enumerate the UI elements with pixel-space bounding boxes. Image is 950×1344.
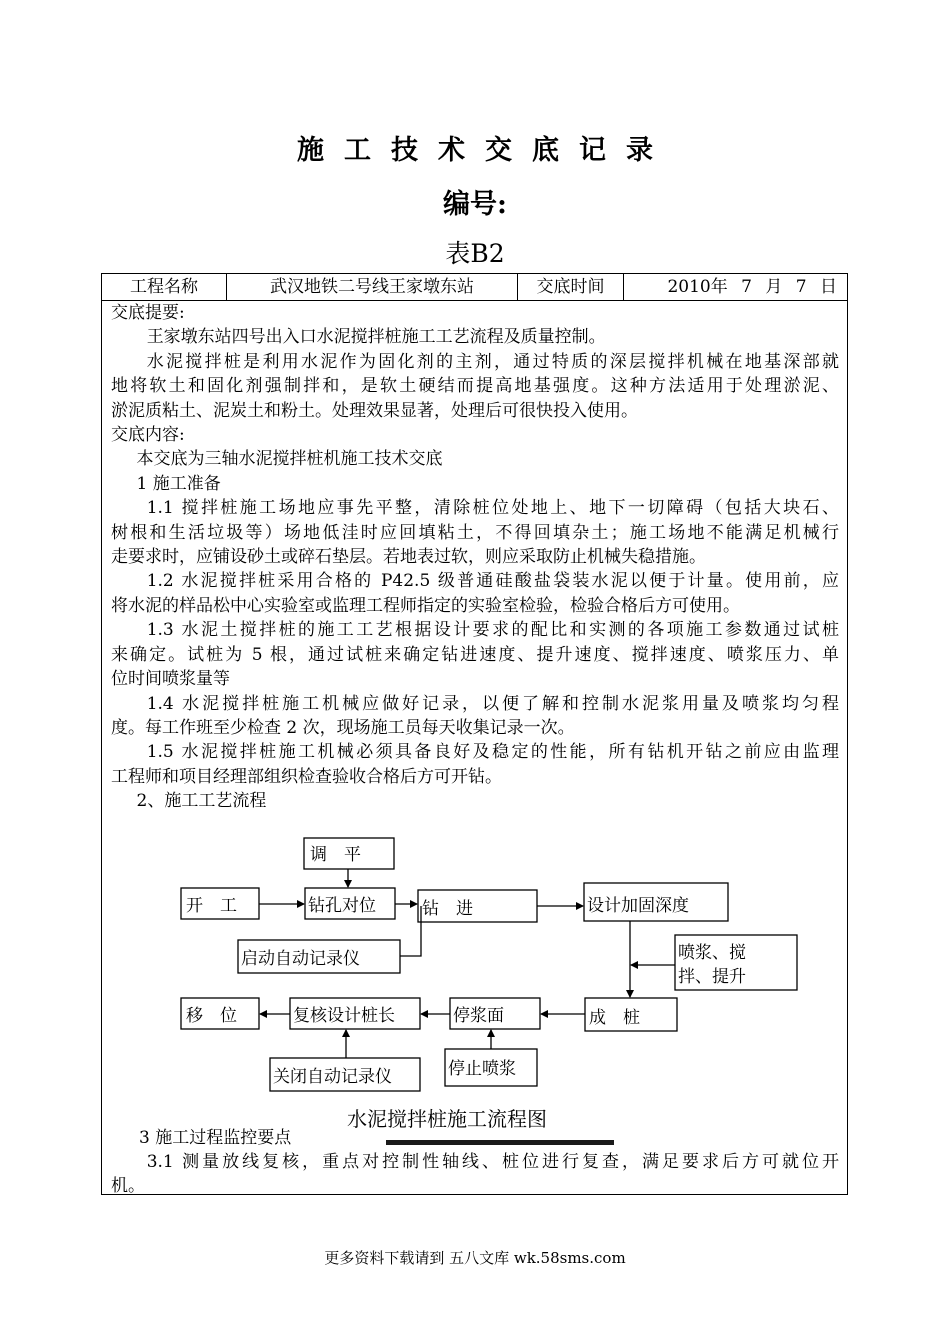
section-1-1-line-3: 走要求时，应铺设砂土或碎石垫层。若地表过软，则应采取防止机械失稳措施。 [111,547,706,568]
footer-text: 更多资料下载请到 五八文库 wk.58sms.com [324,1249,626,1267]
section-1-2-line-2: 将水泥的样品松中心实验室或监理工程师指定的实验室检验，检验合格后方可使用。 [111,595,740,616]
section-3-title: 3 施工过程监控要点 [139,1128,292,1148]
leveling-label: 调 平 [310,845,361,865]
depth-label: 设计加固深度 [587,896,689,916]
section-1-1-line-2: 树根和生活垃圾等）场地低洼时应回填粘土，不得回填杂土；施工场地不能满足机械行 [111,522,839,543]
stop-spray-label: 停止喷浆 [448,1059,516,1079]
document-title: 施工技术交底记录 [297,135,673,166]
summary-paragraph-1: 王家墩东站四号出入口水泥搅拌桩施工工艺流程及质量控制。 [146,327,606,348]
briefing-time-label: 交底时间 [518,274,624,300]
section-1-4-line-2: 度。每工作班至少检查 2 次，现场施工员每天收集记录一次。 [111,717,575,738]
section-1-5-line-2: 工程师和项目经理部组织检查验收合格后方可开钻。 [111,766,502,787]
summary-paragraph-2-line-1: 水泥搅拌桩是利用水泥作为固化剂的主剂，通过特质的深层搅拌机械在地基深部就 [146,351,839,372]
form-code: 表B2 [445,239,505,268]
recorder-off-label: 关闭自动记录仪 [273,1067,392,1087]
section-1-5-line-1: 1.5 水泥搅拌桩施工机械必须具备良好及稳定的性能，所有钻机开钻之前应由监理 [146,742,839,763]
recorder-on-label: 启动自动记录仪 [241,949,360,969]
section-1-1-line-1: 1.1 搅拌桩施工场地应事先平整，清除桩位处地上、地下一切障碍（包括大块石、 [146,498,839,519]
move-label: 移 位 [186,1006,237,1026]
summary-label: 交底提要: [111,303,185,323]
section-3-1 [111,1150,839,1199]
spray-label-line-1: 喷浆、搅 [678,943,746,963]
document-number-label: 编号: [443,189,507,220]
section-1-2-line-1: 1.2 水泥搅拌桩采用合格的 P42.5 级普通硅酸盐袋装水泥以便于计量。使用前，应 [146,571,839,592]
section-1-3-line-2: 来确定。试桩为 5 根，通过试桩来确定钻进速度、提升速度、搅拌速度、喷浆压力、单 [111,644,839,665]
section-3-1-line-1: 3.1 测量放线复核，重点对控制性轴线、桩位进行复查，满足要求后方可就位开 [146,1152,839,1172]
align-label: 钻孔对位 [308,896,376,916]
start-label: 开 工 [186,896,237,916]
briefing-time-value: 2010年 7 月 7 日 [667,277,837,297]
flowchart-title: 水泥搅拌桩施工流程图 [347,1107,547,1131]
recheck-label: 复核设计桩长 [293,1006,395,1026]
drill-label: 钻 进 [422,899,473,919]
section-3-1-line-2: 机。 [111,1176,145,1197]
flowchart-title-rule [386,1140,614,1145]
summary-paragraph-2-line-2: 地将软土和固化剂强制拌和，是软土硬结而提高地基强度。这种方法适用于处理淤泥、 [111,376,839,397]
pile-label: 成 桩 [589,1008,640,1028]
content-intro: 本交底为三轴水泥搅拌桩机施工技术交底 [136,449,443,470]
content-label: 交底内容: [111,425,185,446]
project-name-label: 工程名称 [102,274,227,300]
section-2-title: 2、施工工艺流程 [136,791,267,812]
project-name-value: 武汉地铁二号线王家墩东站 [227,274,518,300]
section-1-3-line-3: 位时间喷浆量等 [111,669,230,690]
section-1-3-line-1: 1.3 水泥土搅拌桩的施工工艺根据设计要求的配比和实测的各项施工参数通过试桩 [146,620,839,641]
spray-label-line-2: 拌、提升 [678,967,746,987]
section-1-4-line-1: 1.4 水泥搅拌桩施工机械应做好记录，以便了解和控制水泥浆用量及喷浆均匀程 [146,693,839,714]
stop-face-label: 停浆面 [453,1006,504,1026]
section-1-title: 1 施工准备 [136,473,221,494]
summary-paragraph-2-line-3: 淤泥质粘土、泥炭土和粉土。处理效果显著，处理后可很快投入使用。 [111,400,638,421]
